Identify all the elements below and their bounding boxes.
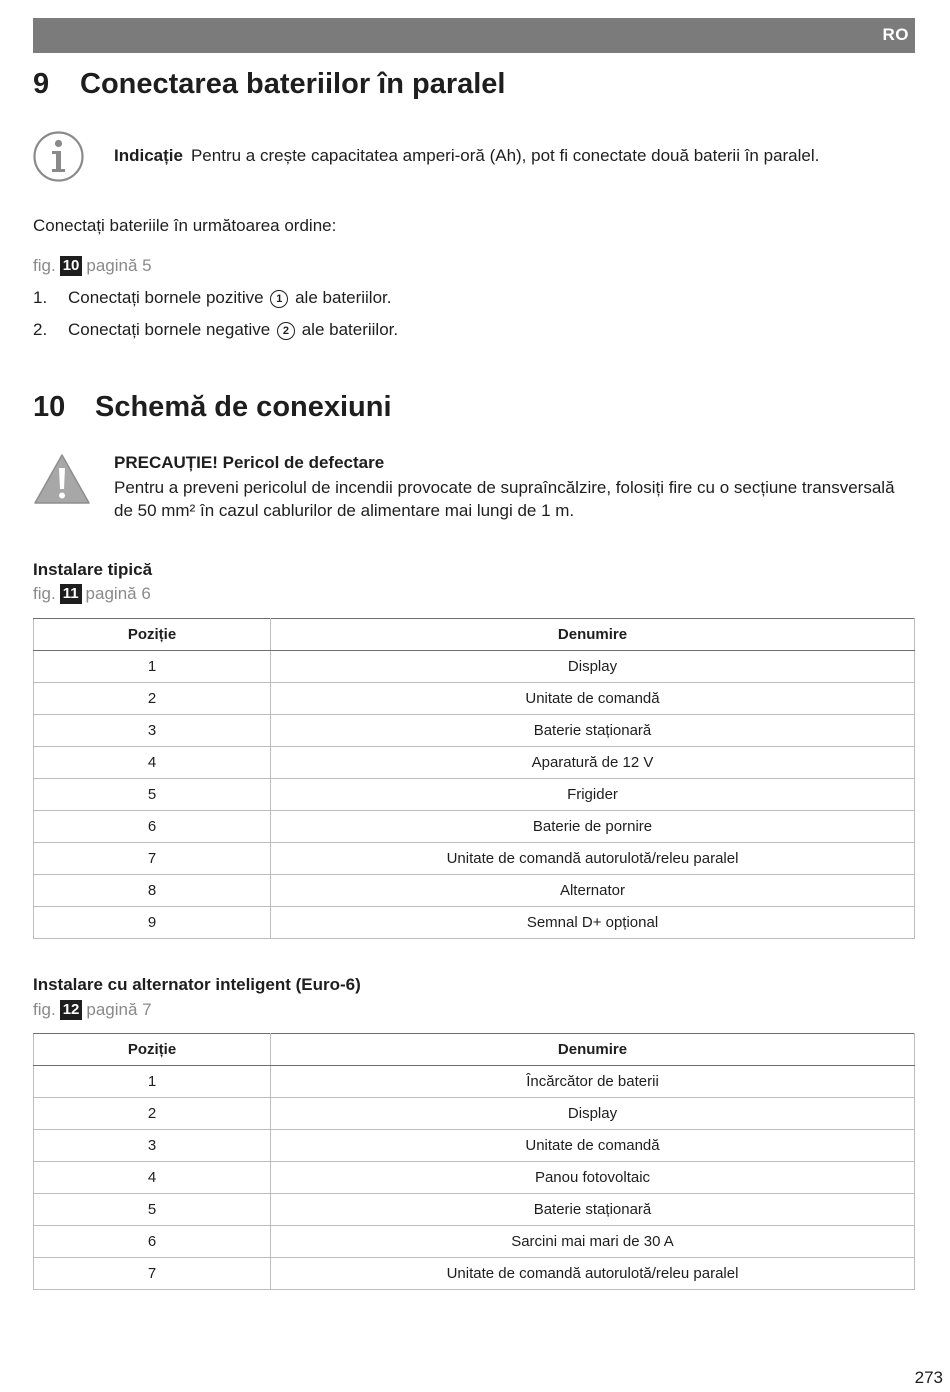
position-ref-badge: 1 (270, 290, 288, 308)
components-table-typical (33, 618, 915, 939)
section-9-heading (33, 68, 505, 101)
table-row (34, 683, 915, 715)
step-number: 2. (33, 320, 48, 339)
cell-position: 3 (34, 1130, 271, 1162)
cell-position: 7 (34, 1258, 271, 1290)
table-header-row (34, 619, 915, 651)
language-code: RO (882, 25, 909, 44)
cell-name: Unitate de comandă autorulotă/releu paralel (271, 1258, 915, 1290)
fig-number-badge: 12 (60, 1000, 83, 1020)
fig-prefix: fig. (33, 1000, 56, 1019)
cell-position: 5 (34, 1194, 271, 1226)
step-text-end: ale bateriilor. (301, 320, 399, 339)
cell-name: Unitate de comandă autorulotă/releu paralel (271, 843, 915, 875)
warning-triangle-icon (33, 453, 91, 505)
fig-number-badge: 11 (60, 584, 82, 604)
cell-position: 6 (34, 1226, 271, 1258)
cell-name: Baterie de pornire (271, 811, 915, 843)
page-number: 273 (914, 1368, 943, 1387)
table-row (34, 843, 915, 875)
cell-name: Încărcător de baterii (271, 1066, 915, 1098)
section-title: Schemă de conexiuni (95, 391, 392, 423)
section-title: Conectarea bateriilor în paralel (80, 68, 506, 100)
fig-page: pagină 5 (86, 256, 152, 275)
fig-prefix: fig. (33, 584, 56, 603)
warning-body: Pentru a preveni pericolul de incendii provocate de supraîncălzire, folosiți fire cu o secțiune transversală de 50 mm² în cazul cablurilor de alimentare mai lungi de 1 m. (114, 478, 895, 520)
table-row (34, 907, 915, 939)
cell-name: Sarcini mai mari de 30 A (271, 1226, 915, 1258)
cell-position: 2 (34, 1098, 271, 1130)
table-row (34, 715, 915, 747)
cell-position: 2 (34, 683, 271, 715)
fig-number-badge: 10 (60, 256, 83, 276)
warning-title: PRECAUȚIE! Pericol de defectare (114, 453, 385, 472)
cell-position: 5 (34, 779, 271, 811)
column-header-name: Denumire (271, 619, 915, 651)
cell-position: 1 (34, 1066, 271, 1098)
cell-name: Baterie staționară (271, 715, 915, 747)
figure-reference (33, 256, 152, 276)
step-text: Conectați bornele pozitive (68, 288, 264, 307)
table-row (34, 1130, 915, 1162)
note-body: Pentru a crește capacitatea amperi-oră (Ah), pot fi conectate două baterii în paralel. (190, 146, 820, 165)
table-row (34, 1066, 915, 1098)
cell-name: Baterie staționară (271, 1194, 915, 1226)
components-table-smart-alternator (33, 1033, 915, 1290)
cell-name: Aparatură de 12 V (271, 747, 915, 779)
section-number: 9 (33, 68, 50, 100)
list-item (33, 320, 398, 340)
cell-name: Display (271, 1098, 915, 1130)
table-row (34, 1226, 915, 1258)
figure-reference (33, 584, 151, 604)
figure-reference (33, 1000, 152, 1020)
section-10-heading (33, 391, 392, 424)
cell-position: 1 (34, 651, 271, 683)
step-text: Conectați bornele negative (68, 320, 271, 339)
table-1-title: Instalare tipică (33, 560, 153, 579)
info-icon (33, 131, 84, 182)
note-text (114, 146, 819, 166)
cell-position: 6 (34, 811, 271, 843)
cell-name: Panou fotovoltaic (271, 1162, 915, 1194)
table-header-row (34, 1034, 915, 1066)
cell-position: 7 (34, 843, 271, 875)
cell-position: 4 (34, 1162, 271, 1194)
note-label: Indicație (114, 146, 183, 165)
step-number: 1. (33, 288, 48, 307)
table-row (34, 1258, 915, 1290)
table-row (34, 747, 915, 779)
fig-page: pagină 7 (86, 1000, 152, 1019)
intro-text: Conectați bateriile în următoarea ordine: (33, 216, 337, 235)
cell-name: Alternator (271, 875, 915, 907)
column-header-position: Poziție (34, 619, 271, 651)
section-number: 10 (33, 391, 66, 423)
table-2-title: Instalare cu alternator inteligent (Euro-6) (33, 975, 361, 994)
step-text-end: ale bateriilor. (295, 288, 392, 307)
table-row (34, 651, 915, 683)
cell-name: Unitate de comandă (271, 1130, 915, 1162)
table-row (34, 1194, 915, 1226)
cell-position: 9 (34, 907, 271, 939)
column-header-position: Poziție (34, 1034, 271, 1066)
position-ref-badge: 2 (277, 322, 295, 340)
cell-name: Semnal D+ opțional (271, 907, 915, 939)
cell-position: 3 (34, 715, 271, 747)
table-row (34, 1098, 915, 1130)
column-header-name: Denumire (271, 1034, 915, 1066)
table-row (34, 875, 915, 907)
cell-position: 4 (34, 747, 271, 779)
cell-position: 8 (34, 875, 271, 907)
table-row (34, 1162, 915, 1194)
language-header-bar (33, 18, 915, 53)
table-row (34, 779, 915, 811)
fig-prefix: fig. (33, 256, 56, 275)
cell-name: Frigider (271, 779, 915, 811)
cell-name: Unitate de comandă (271, 683, 915, 715)
fig-page: pagină 6 (85, 584, 151, 603)
list-item (33, 288, 391, 308)
cell-name: Display (271, 651, 915, 683)
table-row (34, 811, 915, 843)
